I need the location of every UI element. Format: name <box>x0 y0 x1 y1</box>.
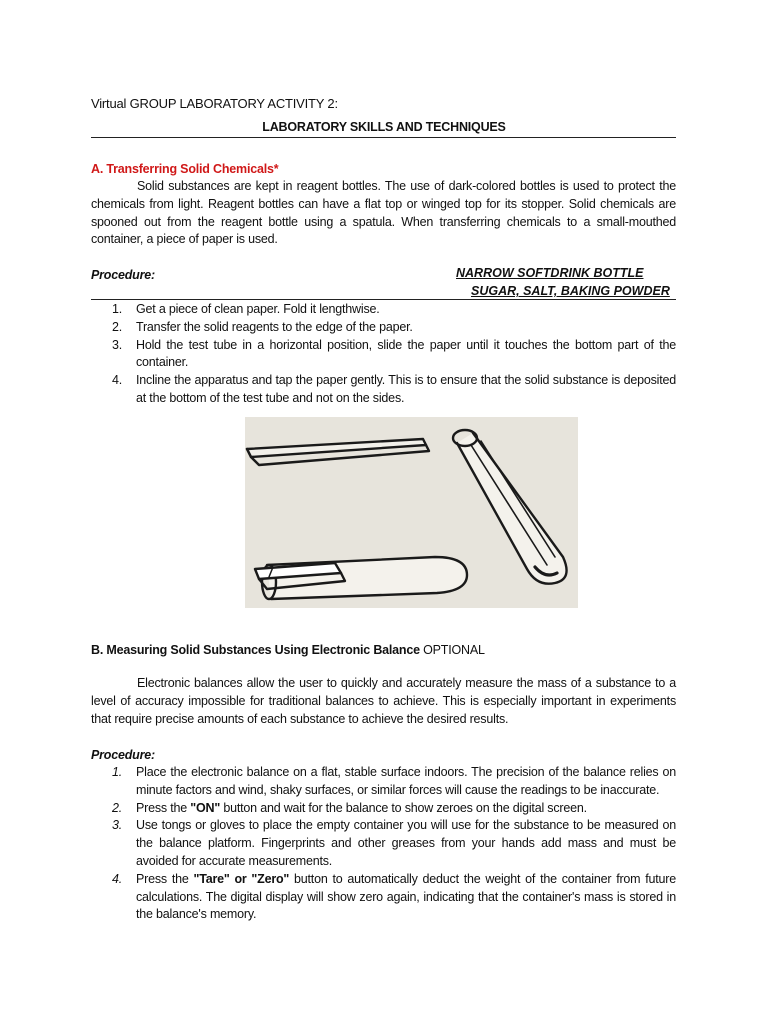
step-number: 4. <box>112 373 123 388</box>
step-text: Press the <box>136 871 194 886</box>
section-b-procedure-label: Procedure: <box>91 748 155 762</box>
test-tube-illustration <box>245 417 578 608</box>
procedure-step <box>91 301 676 319</box>
section-b-steps <box>91 764 676 924</box>
step-text: Use tongs or gloves to place the empty container you will use for the substance to be measured on the balance platform. Fingerprints and other greases from your hands add mass and must be avoided for accurate measurements. <box>136 818 676 868</box>
balance-step <box>91 800 676 818</box>
step-number: 1. <box>112 302 123 316</box>
step-text: button to automatically deduct the weight of the container from future calculations. The digital display will show zero again, indicating that the container's mass is stored in the balance's memory. <box>136 871 677 922</box>
section-a-heading: A. Transferring Solid Chemicals* <box>91 162 279 176</box>
test-tube-figure <box>245 417 578 608</box>
procedure-divider <box>91 299 676 300</box>
title-underline <box>91 137 676 138</box>
step-text: Hold the test tube in a horizontal position, slide the paper until it touches the bottom part of the container. <box>136 337 676 370</box>
step-number: 4. <box>112 871 123 886</box>
section-b-paragraph: Electronic balances allow the user to quickly and accurately measure the mass of a substance to a level of accuracy impossible for traditional balances to achieve. This is especially important in experiments that require precise amounts of each substance to achieve the desired results. <box>91 676 676 726</box>
step-text: Place the electronic balance on a flat, stable surface indoors. The precision of the balance relies on minute factors and wind, shaky surfaces, or similar forces will cause the readings to be inaccurate. <box>136 765 676 797</box>
note-bottle: NARROW SOFTDRINK BOTTLE <box>456 266 644 280</box>
procedure-step <box>91 337 676 373</box>
step-number: 3. <box>112 818 123 833</box>
balance-step <box>91 871 676 924</box>
activity-heading: Virtual GROUP LABORATORY ACTIVITY 2: <box>91 96 338 111</box>
step-text: Incline the apparatus and tap the paper gently. This is to ensure that the solid substance is deposited at the bottom of the test tube and not on the sides. <box>136 373 676 405</box>
procedure-step <box>91 372 676 408</box>
section-a-steps <box>91 301 676 408</box>
balance-step <box>91 817 676 870</box>
step-number: 1. <box>112 765 123 779</box>
step-text: Transfer the solid reagents to the edge of the paper. <box>136 319 413 334</box>
step-text: Press the <box>136 800 191 815</box>
balance-step <box>91 764 676 800</box>
step-button-label: "Tare" or "Zero" <box>193 871 290 886</box>
step-button-label: "ON" <box>190 800 221 815</box>
step-text: button and wait for the balance to show zeroes on the digital screen. <box>220 800 587 815</box>
page-title: LABORATORY SKILLS AND TECHNIQUES <box>262 120 506 134</box>
section-a-procedure-label: Procedure: <box>91 268 155 282</box>
section-b-heading: B. Measuring Solid Substances Using Electronic Balance OPTIONAL <box>91 643 485 657</box>
section-a-paragraph: Solid substances are kept in reagent bottles. The use of dark-colored bottles is used to protect the chemicals from light. Reagent bottles can have a flat top or winged top for its stopper. Solid chemicals are spooned out from the reagent bottle using a spatula. When transferring chemicals to a small-mouthed container, a piece of paper is used. <box>91 179 676 247</box>
step-number: 2. <box>112 319 123 334</box>
procedure-step <box>91 319 676 337</box>
step-number: 2. <box>112 800 123 815</box>
step-number: 3. <box>112 337 123 352</box>
step-text: Get a piece of clean paper. Fold it lengthwise. <box>136 302 380 316</box>
note-reagents: SUGAR, SALT, BAKING POWDER <box>471 284 670 298</box>
